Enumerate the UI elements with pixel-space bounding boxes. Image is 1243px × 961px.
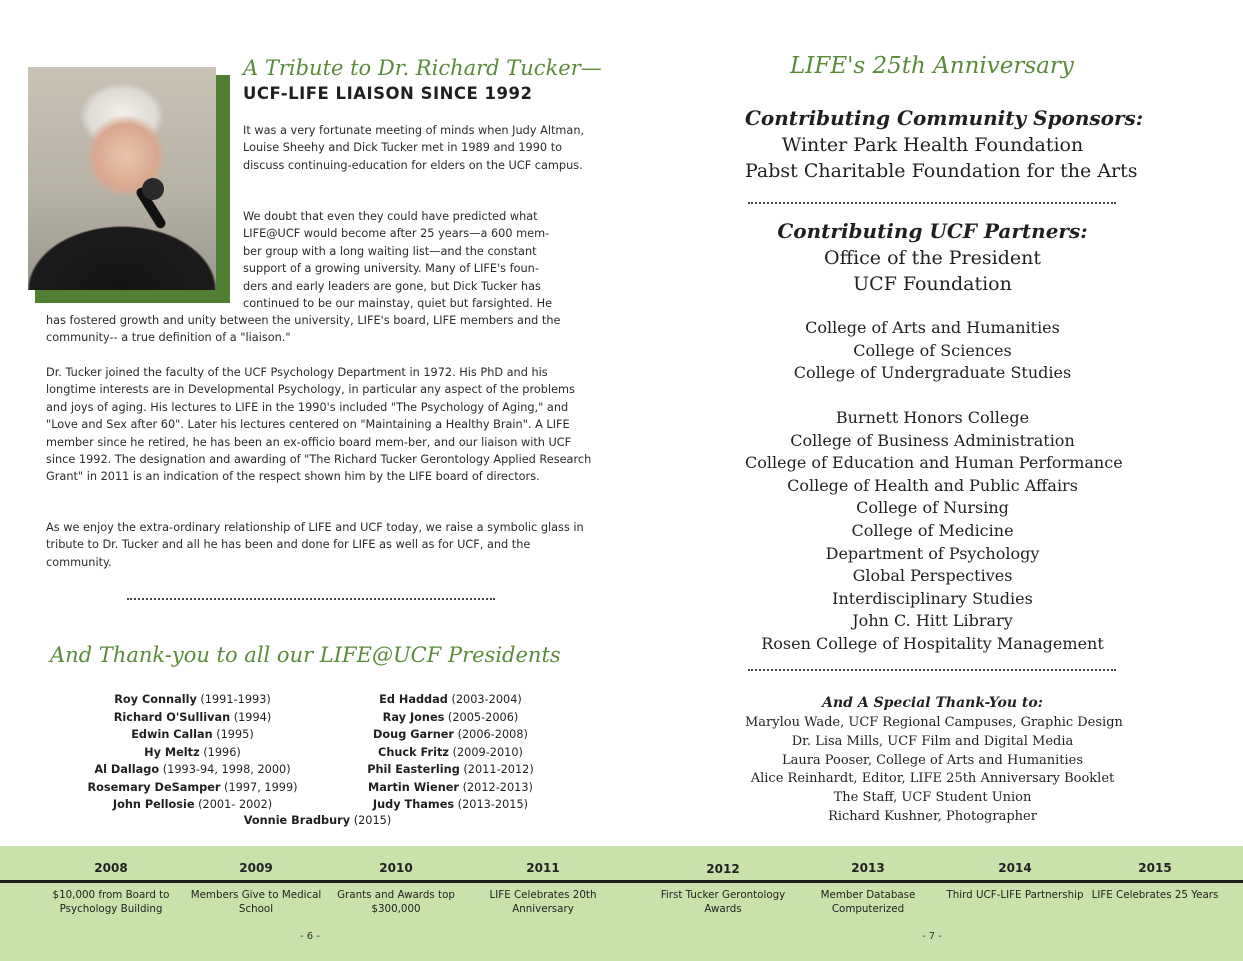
tribute-paragraph-2-continued: has fostered growth and unity between the university, LIFE's board, LIFE members and the community-- a true definition of a "liaison." bbox=[46, 314, 561, 345]
sponsors-section bbox=[745, 104, 1144, 184]
dotted-divider bbox=[748, 202, 1116, 204]
sponsor-name: Winter Park Health Foundation bbox=[781, 134, 1084, 156]
college-name: College of Medicine bbox=[851, 520, 1014, 540]
college-name: College of Arts and Humanities bbox=[805, 318, 1060, 337]
page-number-right: - 7 - bbox=[922, 931, 942, 942]
president-entry: Ed Haddad (2003-2004) bbox=[379, 693, 522, 706]
timeline-description: Third UCF-LIFE Partnership bbox=[946, 889, 1084, 901]
college-name: College of Nursing bbox=[856, 498, 1009, 518]
tribute-paragraph-2 bbox=[243, 208, 595, 312]
tribute-line: ders and early leaders are gone, but Dick Tucker has bbox=[243, 279, 541, 293]
tribute-paragraph-3: Dr. Tucker joined the faculty of the UCF Psychology Department in 1972. His PhD and his longtime interests are in Developmental Psychology, in particular any aspect of the problems and joys of aging. His lectures to LIFE in the 1990's included "The Psychology of Aging," and "Love and Sex after 60". Later his lectures centered on "Maintaining a Healthy Brain". A LIFE member since he retired, he has been an ex-officio board mem-ber, and our liaison with UCF since 1992. The designation and awarding of "The Richard Tucker Gerontology Applied Research Grant" in 2011 is an indication of the respect shown him by the LIFE board of directors. bbox=[46, 366, 592, 484]
tribute-paragraph-1: It was a very fortunate meeting of minds when Judy Altman, Louise Sheehy and Dick Tucker met in 1989 and 1990 to discuss continuing-education for elders on the UCF campus. bbox=[243, 124, 585, 172]
college-name: College of Sciences bbox=[853, 340, 1012, 360]
president-entry: Chuck Fritz (2009-2010) bbox=[378, 745, 523, 759]
thanks-entry: Richard Kushner, Photographer bbox=[828, 808, 1037, 824]
timeline-year: 2012 bbox=[706, 862, 740, 876]
partner-name: UCF Foundation bbox=[853, 273, 1012, 295]
timeline-description: Grants and Awards top $300,000 bbox=[337, 889, 455, 915]
timeline-description: LIFE Celebrates 20th Anniversary bbox=[489, 889, 597, 915]
thanks-entry: The Staff, UCF Student Union bbox=[833, 790, 1032, 806]
tribute-paragraph-4: As we enjoy the extra-ordinary relationship of LIFE and UCF today, we raise a symbolic glass in tribute to Dr. Tucker and all he has been and done for LIFE as well as for UCF, and the community. bbox=[46, 521, 584, 569]
presidents-list-left bbox=[60, 691, 325, 814]
thanks-entry: Alice Reinhardt, Editor, LIFE 25th Anniversary Booklet bbox=[750, 771, 1115, 787]
colleges-group-1 bbox=[745, 317, 1120, 385]
timeline-band bbox=[0, 846, 1243, 961]
college-name: College of Business Administration bbox=[790, 430, 1075, 450]
tribute-title: A Tribute to Dr. Richard Tucker— bbox=[243, 56, 602, 80]
timeline-description: Member Database Computerized bbox=[820, 889, 916, 915]
anniversary-title: LIFE's 25th Anniversary bbox=[790, 53, 1074, 79]
timeline-description: $10,000 from Board to Psychology Building bbox=[52, 889, 170, 915]
special-thanks-heading: And A Special Thank-You to: bbox=[822, 695, 1043, 711]
college-name: Rosen College of Hospitality Management bbox=[761, 633, 1104, 653]
thanks-entry: Marylou Wade, UCF Regional Campuses, Graphic Design bbox=[745, 715, 1123, 730]
page-number-left: - 6 - bbox=[300, 931, 320, 942]
timeline-description: First Tucker Gerontology Awards bbox=[660, 889, 786, 915]
college-name: John C. Hitt Library bbox=[852, 611, 1013, 631]
president-entry: Judy Thames (2013-2015) bbox=[372, 798, 529, 811]
college-name: College of Health and Public Affairs bbox=[787, 475, 1078, 495]
timeline-year: 2011 bbox=[526, 861, 560, 875]
tribute-subtitle: UCF-LIFE LIAISON SINCE 1992 bbox=[243, 84, 533, 103]
college-name: College of Undergraduate Studies bbox=[793, 363, 1072, 383]
president-entry: Edwin Callan (1995) bbox=[131, 728, 254, 741]
partner-name: Office of the President bbox=[824, 247, 1041, 269]
timeline-year: 2010 bbox=[379, 861, 413, 875]
sponsors-heading: Contributing Community Sponsors: bbox=[745, 106, 1144, 130]
dotted-divider bbox=[127, 598, 495, 600]
timeline-year: 2008 bbox=[94, 861, 128, 875]
president-entry: Phil Easterling (2011-2012) bbox=[367, 763, 534, 776]
tribute-line: LIFE@UCF would become after 25 years—a 600 mem- bbox=[243, 227, 550, 241]
tribute-line: We doubt that even they could have predicted what bbox=[243, 210, 538, 223]
special-thanks-section bbox=[745, 692, 1123, 827]
sponsor-name: Pabst Charitable Foundation for the Arts bbox=[745, 160, 1138, 182]
timeline-description: LIFE Celebrates 25 Years bbox=[1091, 889, 1219, 901]
timeline-year: 2014 bbox=[998, 861, 1032, 875]
president-entry: Doug Garner (2006-2008) bbox=[373, 728, 528, 741]
tribute-line: support of a growing university. Many of LIFE's foun- bbox=[243, 262, 539, 276]
president-entry: Richard O'Sullivan (1994) bbox=[113, 710, 272, 724]
president-entry: Hy Meltz (1996) bbox=[144, 745, 241, 759]
president-entry: Rosemary DeSamper (1997, 1999) bbox=[87, 780, 298, 794]
dotted-divider bbox=[748, 669, 1116, 671]
college-name: Interdisciplinary Studies bbox=[832, 588, 1033, 608]
timeline-description: Members Give to Medical School bbox=[190, 889, 322, 915]
presidents-list-right bbox=[318, 691, 583, 814]
president-entry: John Pellosie (2001- 2002) bbox=[112, 798, 273, 811]
partners-heading: Contributing UCF Partners: bbox=[777, 219, 1088, 243]
president-entry: Vonnie Bradbury (2015) bbox=[243, 814, 392, 827]
president-entry: Al Dallago (1993-94, 1998, 2000) bbox=[94, 763, 291, 776]
college-name: College of Education and Human Performance bbox=[745, 453, 1123, 473]
college-name: Global Perspectives bbox=[852, 566, 1013, 586]
partners-section bbox=[745, 217, 1120, 297]
president-entry: Ray Jones (2005-2006) bbox=[382, 710, 519, 724]
tribute-line: ber group with a long waiting list—and the constant bbox=[243, 244, 537, 258]
president-entry: Roy Connally (1991-1993) bbox=[114, 693, 271, 706]
portrait-photo bbox=[28, 67, 216, 290]
timeline-year: 2015 bbox=[1138, 861, 1172, 875]
thanks-entry: Laura Pooser, College of Arts and Humanities bbox=[781, 752, 1084, 768]
presidents-list-last bbox=[185, 812, 450, 830]
college-name: Burnett Honors College bbox=[835, 408, 1030, 427]
microphone-head-icon bbox=[142, 178, 164, 200]
president-entry: Martin Wiener (2012-2013) bbox=[368, 780, 533, 794]
college-name: Department of Psychology bbox=[825, 543, 1040, 563]
thanks-entry: Dr. Lisa Mills, UCF Film and Digital Media bbox=[791, 733, 1074, 749]
timeline-year: 2013 bbox=[851, 861, 885, 875]
presidents-title: And Thank-you to all our LIFE@UCF Presidents bbox=[50, 643, 561, 667]
timeline-year: 2009 bbox=[239, 861, 273, 875]
colleges-group-2 bbox=[745, 407, 1123, 656]
timeline-rule bbox=[0, 880, 1243, 883]
tribute-line: continued to be our mainstay, quiet but farsighted. He bbox=[243, 297, 553, 311]
